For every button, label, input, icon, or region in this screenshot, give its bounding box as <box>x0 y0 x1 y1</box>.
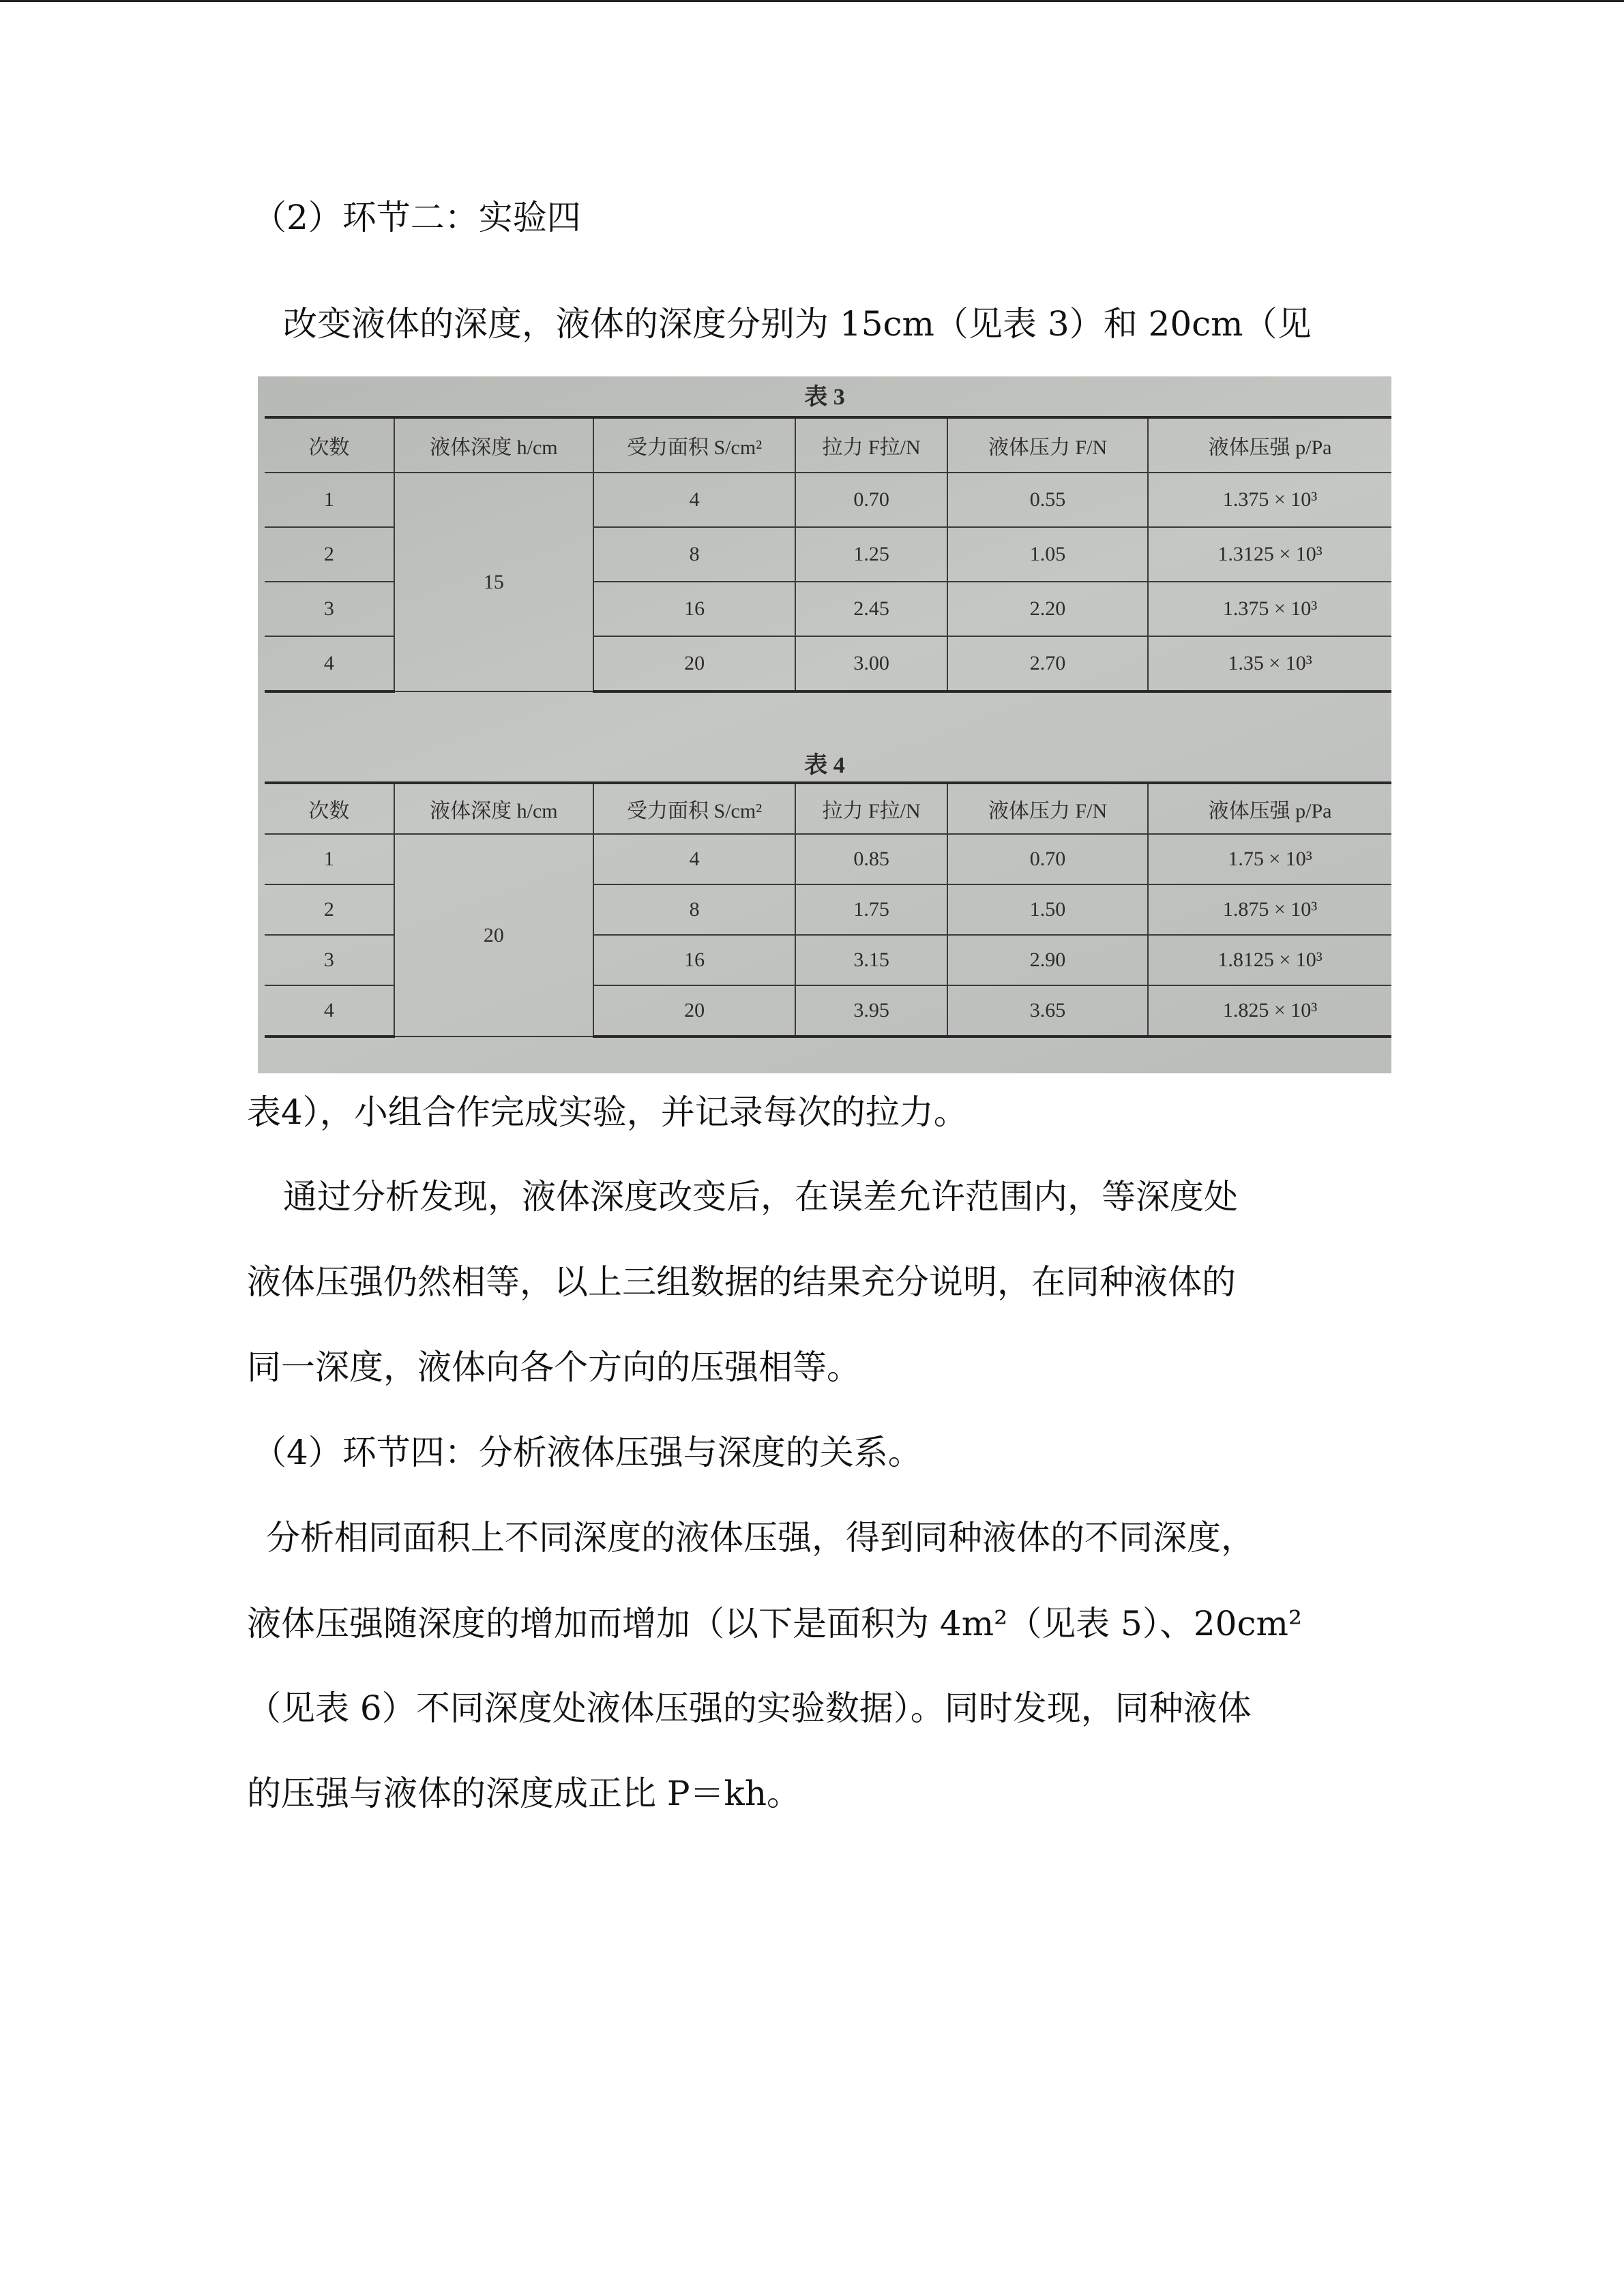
table-row <box>265 834 1391 884</box>
header-liquid-force: 液体压力 F/N <box>947 783 1148 834</box>
cell-pressure: 1.35 × 10³ <box>1148 636 1391 691</box>
cell-area: 8 <box>593 884 795 935</box>
cell-liquid-force: 0.70 <box>947 834 1148 884</box>
section-heading-4: （4）环节四：分析液体压强与深度的关系。 <box>252 1433 922 1472</box>
header-area: 受力面积 S/cm² <box>593 783 795 834</box>
header-depth: 液体深度 h/cm <box>394 417 593 473</box>
cell-liquid-force: 2.20 <box>947 582 1148 636</box>
cell-area: 20 <box>593 985 795 1037</box>
paragraph-3-line-3: （见表 6）不同深度处液体压强的实验数据）。同时发现，同种液体 <box>247 1688 1252 1728</box>
header-depth: 液体深度 h/cm <box>394 783 593 834</box>
cell-depth: 15 <box>394 473 593 691</box>
cell-liquid-force: 2.70 <box>947 636 1148 691</box>
paragraph-3-line-2: 液体压强随深度的增加而增加（以下是面积为 4m²（见表 5）、20cm² <box>247 1604 1302 1643</box>
table4-header-row <box>265 783 1391 834</box>
cell-pull-force: 0.85 <box>795 834 947 884</box>
cell-trial: 4 <box>265 985 394 1037</box>
cell-pressure: 1.375 × 10³ <box>1148 582 1391 636</box>
cell-pull-force: 3.95 <box>795 985 947 1037</box>
cell-pressure: 1.375 × 10³ <box>1148 473 1391 527</box>
table4-caption: 表 4 <box>804 753 845 778</box>
cell-area: 16 <box>593 935 795 985</box>
cell-trial: 2 <box>265 884 394 935</box>
cell-pressure: 1.8125 × 10³ <box>1148 935 1391 985</box>
cell-pull-force: 3.00 <box>795 636 947 691</box>
cell-liquid-force: 1.05 <box>947 527 1148 582</box>
table3-caption: 表 3 <box>804 385 845 410</box>
cell-pressure: 1.3125 × 10³ <box>1148 527 1391 582</box>
cell-trial: 2 <box>265 527 394 582</box>
cell-pressure: 1.825 × 10³ <box>1148 985 1391 1037</box>
cell-trial: 1 <box>265 834 394 884</box>
section-heading-2: （2）环节二：实验四 <box>252 198 581 237</box>
paragraph-2-line-2: 液体压强仍然相等，以上三组数据的结果充分说明，在同种液体的 <box>247 1262 1236 1302</box>
table3-header-row <box>265 417 1391 473</box>
cell-pull-force: 1.75 <box>795 884 947 935</box>
header-pull-force: 拉力 F拉/N <box>795 783 947 834</box>
cell-area: 8 <box>593 527 795 582</box>
cell-area: 4 <box>593 473 795 527</box>
cell-pull-force: 1.25 <box>795 527 947 582</box>
header-liquid-force: 液体压力 F/N <box>947 417 1148 473</box>
table-4 <box>265 781 1391 1038</box>
paragraph-1-line-1: 改变液体的深度，液体的深度分别为 15cm（见表 3）和 20cm（见 <box>283 304 1312 344</box>
cell-liquid-force: 1.50 <box>947 884 1148 935</box>
header-area: 受力面积 S/cm² <box>593 417 795 473</box>
cell-trial: 3 <box>265 582 394 636</box>
paragraph-1-line-2: 表4），小组合作完成实验，并记录每次的拉力。 <box>247 1092 968 1132</box>
header-pull-force: 拉力 F拉/N <box>795 417 947 473</box>
cell-trial: 3 <box>265 935 394 985</box>
cell-trial: 4 <box>265 636 394 691</box>
paragraph-3-line-1: 分析相同面积上不同深度的液体压强，得到同种液体的不同深度， <box>266 1518 1255 1557</box>
paragraph-2-line-3: 同一深度，液体向各个方向的压强相等。 <box>247 1347 861 1387</box>
cell-pull-force: 0.70 <box>795 473 947 527</box>
cell-liquid-force: 0.55 <box>947 473 1148 527</box>
paragraph-2-line-1: 通过分析发现，液体深度改变后，在误差允许范围内，等深度处 <box>283 1177 1238 1217</box>
cell-area: 20 <box>593 636 795 691</box>
cell-pressure: 1.875 × 10³ <box>1148 884 1391 935</box>
header-trials: 次数 <box>265 417 394 473</box>
cell-trial: 1 <box>265 473 394 527</box>
paragraph-3-line-4: 的压强与液体的深度成正比 P＝kh。 <box>247 1774 801 1813</box>
table-row <box>265 473 1391 527</box>
page-top-border <box>0 0 1624 2</box>
header-pressure: 液体压强 p/Pa <box>1148 783 1391 834</box>
cell-liquid-force: 2.90 <box>947 935 1148 985</box>
cell-area: 4 <box>593 834 795 884</box>
cell-liquid-force: 3.65 <box>947 985 1148 1037</box>
cell-pull-force: 2.45 <box>795 582 947 636</box>
header-trials: 次数 <box>265 783 394 834</box>
table-photo <box>258 376 1391 1073</box>
table-3 <box>265 416 1391 693</box>
cell-pull-force: 3.15 <box>795 935 947 985</box>
cell-pressure: 1.75 × 10³ <box>1148 834 1391 884</box>
cell-depth: 20 <box>394 834 593 1037</box>
header-pressure: 液体压强 p/Pa <box>1148 417 1391 473</box>
cell-area: 16 <box>593 582 795 636</box>
